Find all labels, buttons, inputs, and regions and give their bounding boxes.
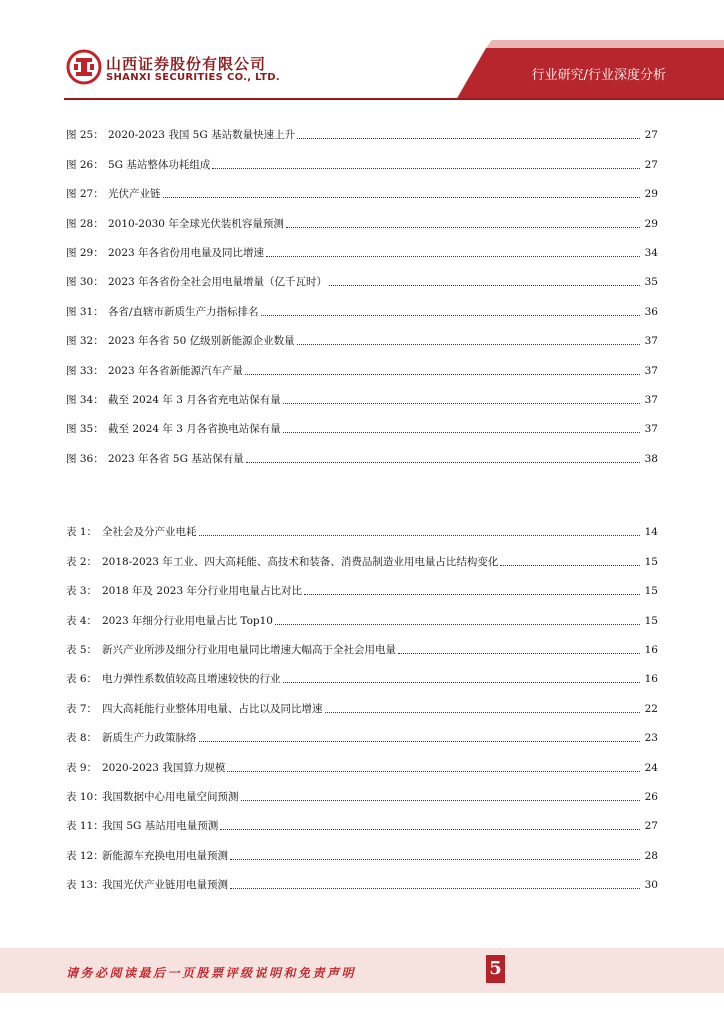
dot-leader — [283, 432, 640, 433]
toc-page-number: 26 — [644, 790, 658, 803]
toc-page-number: 23 — [644, 732, 658, 745]
dot-leader — [220, 829, 640, 830]
toc-label: 图 27： — [66, 188, 104, 201]
toc-entry-figure[interactable] — [66, 142, 658, 171]
toc-label: 表 11： — [66, 820, 104, 833]
dot-leader — [212, 168, 640, 169]
toc-page-number: 15 — [644, 555, 658, 568]
toc-entry-table[interactable] — [66, 686, 658, 715]
toc-title: 新质生产力政策脉络 — [102, 732, 197, 745]
toc-entry-figure[interactable] — [66, 319, 658, 348]
toc-title: 新兴产业所涉及细分行业用电量同比增速大幅高于全社会用电量 — [102, 643, 396, 656]
toc-label: 表 7： — [66, 702, 98, 715]
toc-entry-table[interactable] — [66, 569, 658, 598]
dot-leader — [283, 403, 640, 404]
toc-label: 图 34： — [66, 393, 104, 406]
toc-label: 图 29： — [66, 246, 104, 259]
toc-entry-table[interactable] — [66, 657, 658, 686]
dot-leader — [230, 859, 640, 860]
toc-entry-table[interactable] — [66, 628, 658, 657]
toc-page-number: 34 — [644, 246, 658, 259]
toc-label: 图 35： — [66, 423, 104, 436]
toc-label: 表 10： — [66, 790, 104, 803]
dot-leader — [329, 285, 640, 286]
toc-title: 截至 2024 年 3 月各省换电站保有量 — [108, 423, 281, 436]
toc-title: 2018 年及 2023 年分行业用电量占比对比 — [102, 585, 302, 598]
toc-page-number: 38 — [644, 452, 658, 465]
toc-label: 表 5： — [66, 643, 98, 656]
toc-title: 电力弹性系数值较高且增速较快的行业 — [102, 673, 281, 686]
toc-entry-figure[interactable] — [66, 436, 658, 465]
dot-leader — [325, 712, 641, 713]
toc-entry-table[interactable] — [66, 598, 658, 627]
toc-page-number: 36 — [644, 305, 658, 318]
company-logo-icon — [66, 49, 102, 85]
toc-page-number: 16 — [644, 673, 658, 686]
toc-page-number: 37 — [644, 364, 658, 377]
dot-leader — [163, 197, 641, 198]
toc-page-number: 29 — [644, 217, 658, 230]
toc-label: 图 30： — [66, 276, 104, 289]
toc-title: 2023 年各省新能源汽车产量 — [108, 364, 244, 377]
dot-leader — [286, 227, 640, 228]
toc-entry-figure[interactable] — [66, 113, 658, 142]
toc-page-number: 28 — [644, 849, 658, 862]
toc-label: 表 4： — [66, 614, 98, 627]
toc-title: 2023 年各省 5G 基站保有量 — [108, 452, 244, 465]
table-index — [66, 510, 658, 892]
header-banner — [0, 0, 724, 100]
toc-title: 各省/直辖市新质生产力指标排名 — [108, 305, 259, 318]
dot-leader — [241, 800, 641, 801]
toc-title: 全社会及分产业电耗 — [102, 526, 197, 539]
toc-entry-table[interactable] — [66, 833, 658, 862]
toc-page-number: 37 — [644, 335, 658, 348]
dot-leader — [261, 315, 640, 316]
toc-title: 2023 年细分行业用电量占比 Top10 — [102, 614, 273, 627]
toc-label: 表 2： — [66, 555, 98, 568]
toc-entry-table[interactable] — [66, 539, 658, 568]
toc-entry-figure[interactable] — [66, 260, 658, 289]
disclaimer-notice: 请务必阅读最后一页股票评级说明和免责声明 — [66, 966, 357, 980]
dot-leader — [246, 462, 640, 463]
toc-entry-table[interactable] — [66, 775, 658, 804]
dot-leader — [245, 374, 640, 375]
toc-title: 2023 年各省份用电量及同比增速 — [108, 246, 265, 259]
toc-title: 2023 年各省 50 亿级别新能源企业数量 — [108, 335, 295, 348]
header-divider — [64, 98, 724, 100]
toc-label: 表 8： — [66, 732, 98, 745]
toc-label: 图 28： — [66, 217, 104, 230]
toc-entry-table[interactable] — [66, 510, 658, 539]
dot-leader — [227, 771, 640, 772]
toc-title: 2020-2023 我国 5G 基站数量快速上升 — [108, 129, 296, 142]
toc-entry-figure[interactable] — [66, 289, 658, 318]
dot-leader — [297, 138, 640, 139]
toc-entry-figure[interactable] — [66, 231, 658, 260]
toc-title: 四大高耗能行业整体用电量、占比以及同比增速 — [102, 702, 323, 715]
toc-page-number: 24 — [644, 761, 658, 774]
toc-label: 图 26： — [66, 158, 104, 171]
toc-title: 我国数据中心用电量空间预测 — [102, 790, 239, 803]
toc-label: 图 33： — [66, 364, 104, 377]
page-number: 5 — [486, 955, 505, 983]
toc-label: 表 1： — [66, 526, 98, 539]
toc-label: 图 36： — [66, 452, 104, 465]
toc-entry-figure[interactable] — [66, 348, 658, 377]
company-name-cn: 山西证券股份有限公司 — [106, 55, 267, 73]
toc-entry-table[interactable] — [66, 863, 658, 892]
toc-entry-table[interactable] — [66, 804, 658, 833]
dot-leader — [297, 344, 640, 345]
toc-page-number: 29 — [644, 188, 658, 201]
toc-entry-figure[interactable] — [66, 407, 658, 436]
report-type-label: 行业研究/行业深度分析 — [531, 68, 666, 83]
toc-entry-table[interactable] — [66, 745, 658, 774]
dot-leader — [266, 256, 640, 257]
toc-title: 2023 年各省份全社会用电量增量（亿千瓦时） — [108, 276, 328, 289]
toc-title: 新能源车充换电用电量预测 — [102, 849, 228, 862]
toc-title: 2010-2030 年全球光伏装机容量预测 — [108, 217, 284, 230]
toc-title: 2018-2023 年工业、四大高耗能、高技术和装备、消费品制造业用电量占比结构变化 — [102, 555, 499, 568]
toc-page-number: 14 — [644, 526, 658, 539]
toc-page-number: 35 — [644, 276, 658, 289]
toc-label: 表 3： — [66, 585, 98, 598]
toc-entry-figure[interactable] — [66, 201, 658, 230]
company-name-en: SHANXI SECURITIES CO., LTD. — [106, 72, 280, 83]
dot-leader — [230, 888, 640, 889]
toc-page-number: 22 — [644, 702, 658, 715]
dot-leader — [283, 682, 641, 683]
toc-title: 我国光伏产业链用电量预测 — [102, 879, 228, 892]
page-header — [0, 0, 724, 100]
toc-label: 表 9： — [66, 761, 98, 774]
toc-page-number: 27 — [644, 820, 658, 833]
figure-index — [66, 113, 658, 466]
toc-title: 2020-2023 我国算力规模 — [102, 761, 226, 774]
toc-page-number: 15 — [644, 585, 658, 598]
toc-page-number: 16 — [644, 643, 658, 656]
toc-label: 表 6： — [66, 673, 98, 686]
toc-page-number: 30 — [644, 879, 658, 892]
toc-entry-figure[interactable] — [66, 172, 658, 201]
toc-label: 表 13： — [66, 879, 104, 892]
toc-label: 图 32： — [66, 335, 104, 348]
dot-leader — [199, 535, 641, 536]
toc-page-number: 15 — [644, 614, 658, 627]
toc-label: 图 25： — [66, 129, 104, 142]
toc-page-number: 27 — [644, 129, 658, 142]
toc-page-number: 37 — [644, 423, 658, 436]
dot-leader — [304, 594, 640, 595]
dot-leader — [199, 741, 641, 742]
toc-title: 光伏产业链 — [108, 188, 161, 201]
dot-leader — [398, 653, 640, 654]
toc-title: 5G 基站整体功耗组成 — [108, 158, 211, 171]
toc-page-number: 27 — [644, 158, 658, 171]
toc-entry-figure[interactable] — [66, 378, 658, 407]
toc-label: 表 12： — [66, 849, 104, 862]
toc-title: 我国 5G 基站用电量预测 — [102, 820, 219, 833]
toc-title: 截至 2024 年 3 月各省充电站保有量 — [108, 393, 281, 406]
toc-entry-table[interactable] — [66, 716, 658, 745]
page-footer — [0, 948, 724, 993]
toc-page-number: 37 — [644, 393, 658, 406]
dot-leader — [500, 565, 640, 566]
dot-leader — [275, 624, 640, 625]
toc-label: 图 31： — [66, 305, 104, 318]
